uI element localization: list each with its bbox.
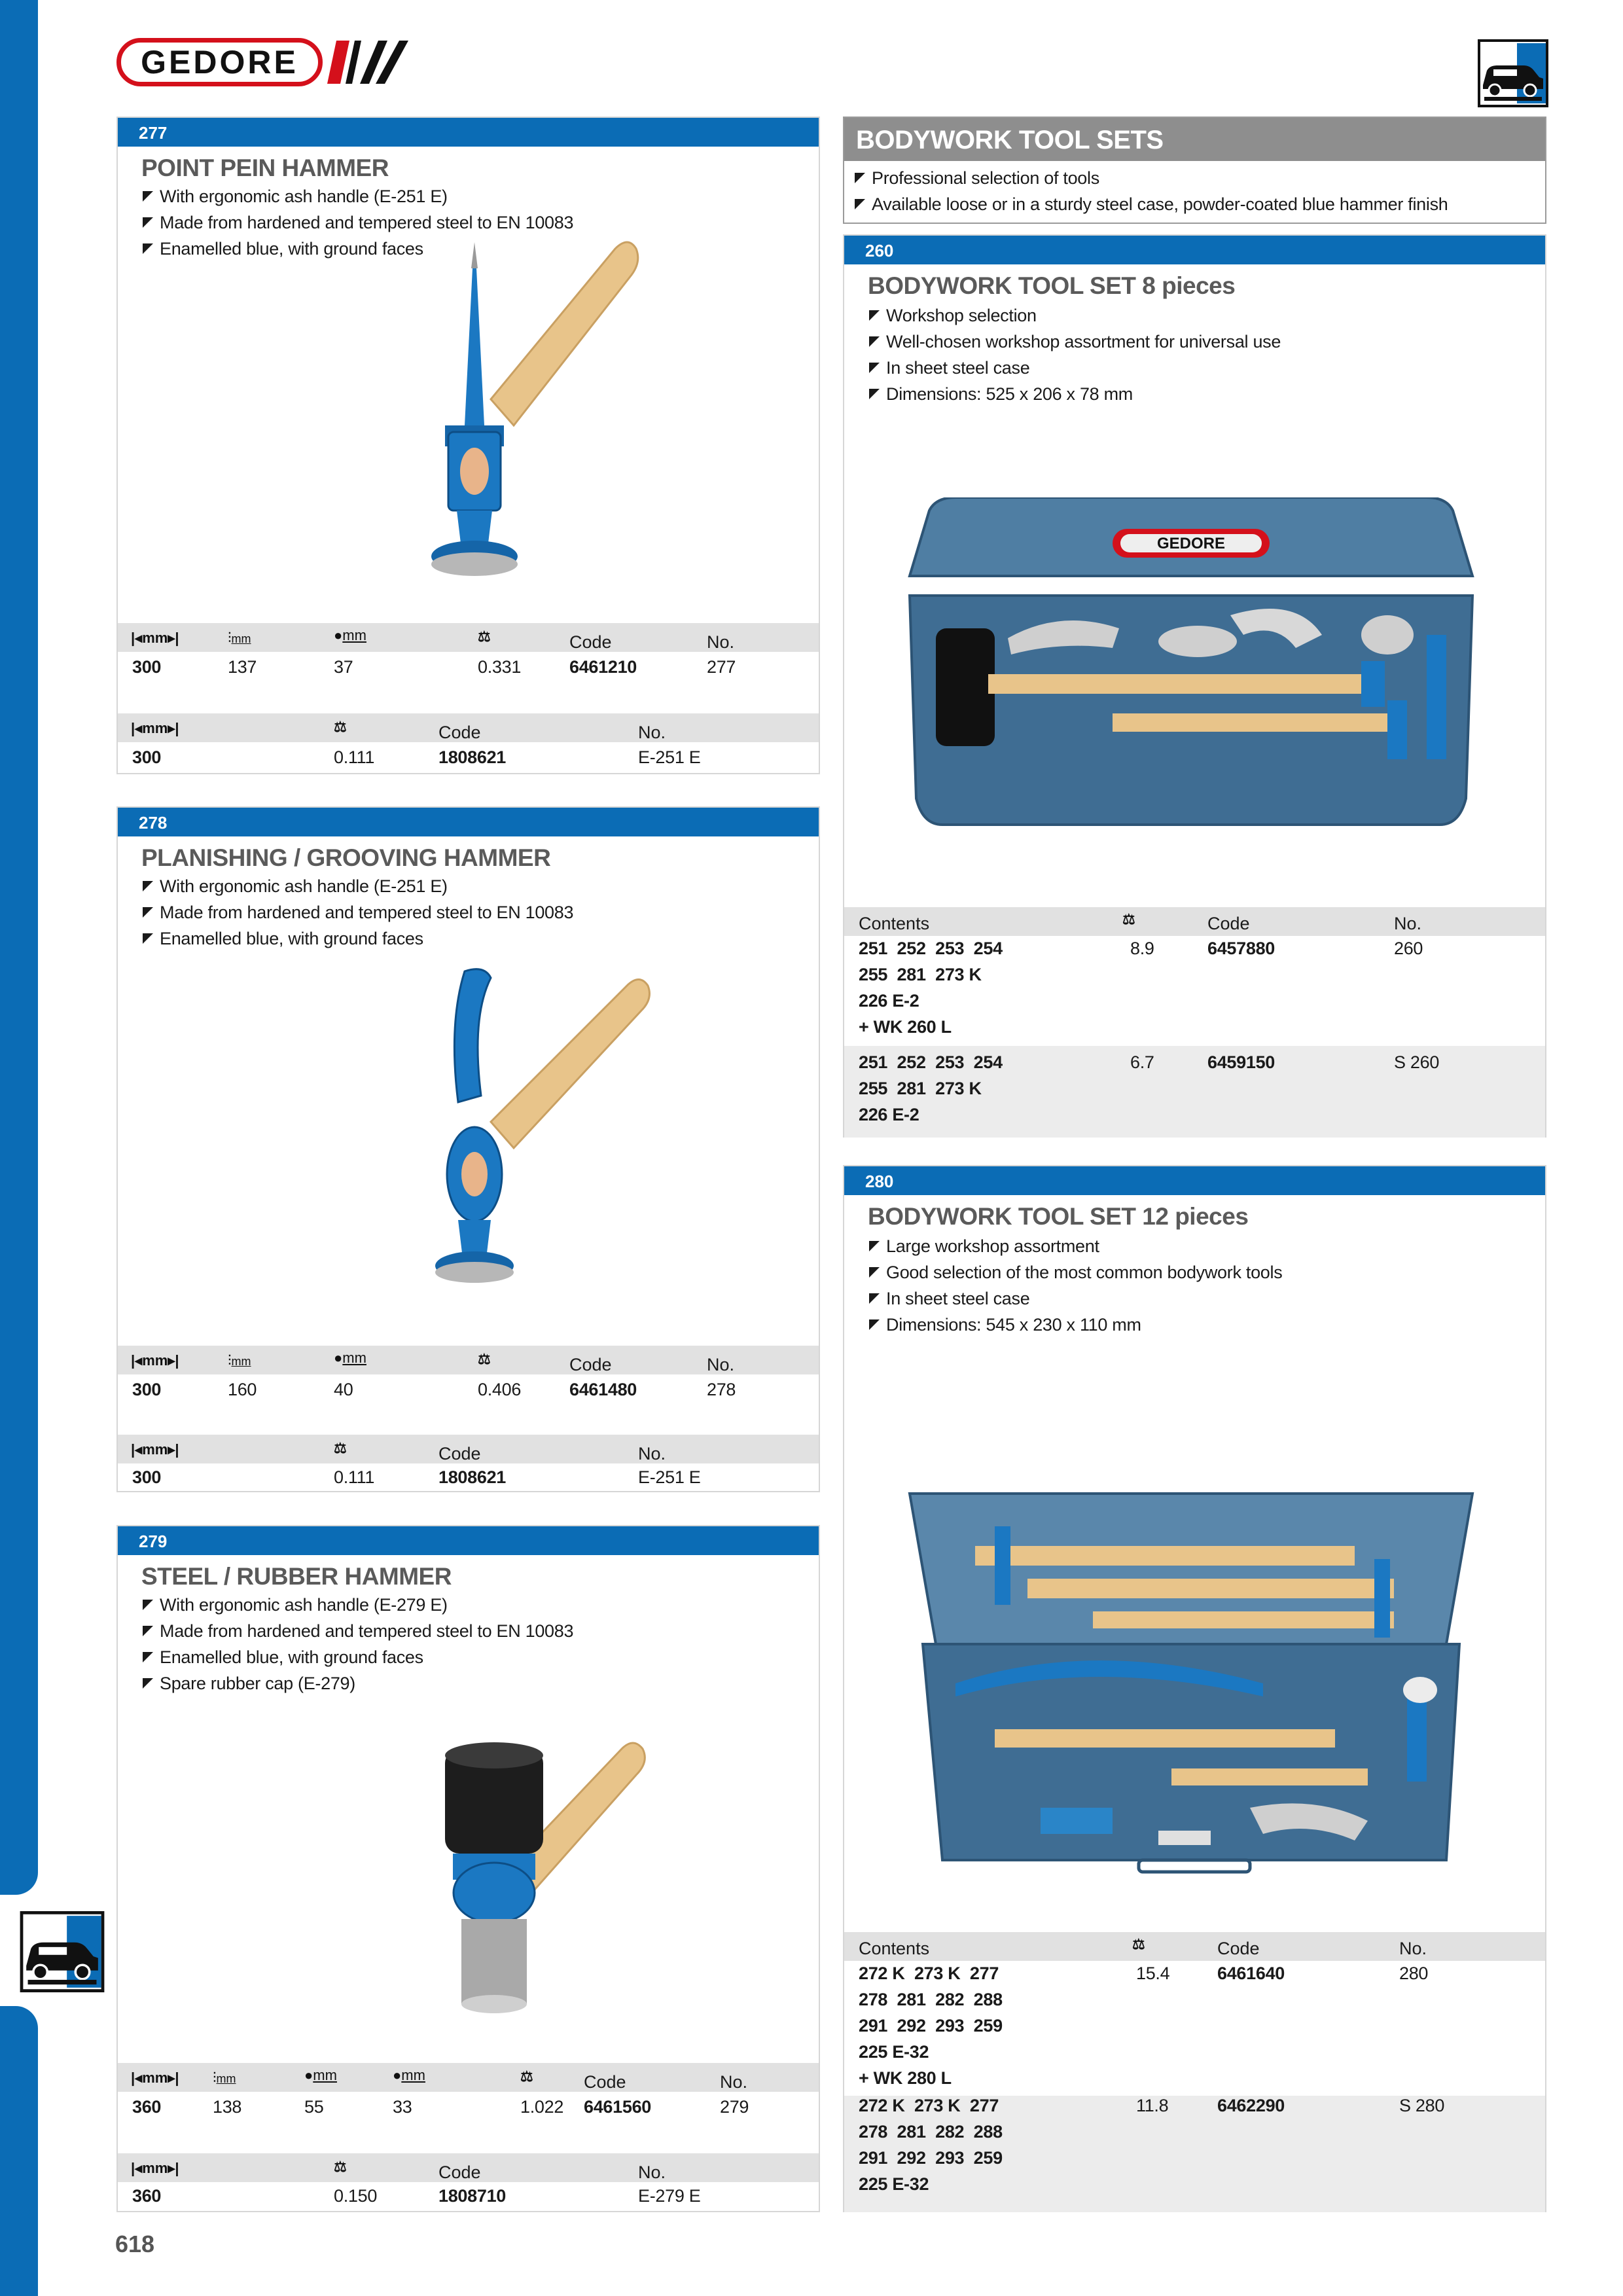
- svg-text:GEDORE: GEDORE: [1156, 535, 1226, 552]
- product-title: STEEL / RUBBER HAMMER: [141, 1563, 452, 1590]
- feature-item: Enamelled blue, with ground faces: [141, 1644, 573, 1670]
- head-value: 138: [213, 2097, 242, 2117]
- contents-line: 226 E-2: [859, 991, 919, 1011]
- steel-rubber-hammer-image: [380, 1729, 654, 2043]
- no-header: No.: [1394, 914, 1422, 933]
- car-bodywork-icon-side: [20, 1911, 105, 1992]
- section-intro-box: [843, 117, 1546, 224]
- no-header: No.: [638, 1444, 666, 1463]
- code-value: 6457880: [1207, 939, 1275, 958]
- contents-line: 225 E-32: [859, 2042, 929, 2062]
- length-icon: |◂mm▸|: [131, 1441, 179, 1458]
- contents-line: 291 292 293 259: [859, 2148, 1003, 2168]
- spare-length-value: 360: [132, 2186, 162, 2206]
- feature-list: [868, 1233, 1282, 1338]
- weight-value: 0.331: [478, 657, 522, 677]
- side-color-bar-bottom: [0, 2006, 38, 2296]
- no-value: 277: [707, 657, 736, 677]
- weight-scale-icon: ⚖: [334, 719, 347, 735]
- head-symbol: mm: [231, 632, 251, 645]
- weight-scale-icon: ⚖: [1122, 911, 1135, 927]
- code-value: 6459150: [1207, 1052, 1275, 1072]
- no-value: S 260: [1394, 1052, 1440, 1072]
- product-panel-278: [116, 806, 820, 1492]
- face-value: 55: [304, 2097, 324, 2117]
- no-value: 279: [720, 2097, 749, 2117]
- no-value: 280: [1399, 1964, 1429, 1983]
- spare-length-value: 300: [132, 747, 162, 767]
- contents-line: 255 281 273 K: [859, 965, 982, 984]
- product-number: 277: [118, 118, 819, 147]
- face-value: 37: [334, 657, 353, 677]
- spare-weight-value: 0.111: [334, 1467, 375, 1487]
- spare-no-value: E-279 E: [638, 2186, 701, 2206]
- feature-item: With ergonomic ash handle (E-279 E): [141, 1592, 573, 1618]
- code-value: 6461480: [569, 1380, 637, 1399]
- spare-length-value: 300: [132, 1467, 162, 1487]
- point-pein-hammer-image: [366, 229, 641, 609]
- length-value: 300: [132, 1380, 162, 1399]
- section-title: BODYWORK TOOL SETS: [856, 126, 1164, 154]
- weight-value: 6.7: [1130, 1052, 1154, 1072]
- feature-item: In sheet steel case: [868, 355, 1281, 381]
- head-length-icon: ⫶mm: [213, 2070, 236, 2086]
- code-value: 6461560: [584, 2097, 652, 2117]
- no-value: S 280: [1399, 2096, 1445, 2115]
- spare-code-value: 1808621: [438, 1467, 507, 1487]
- no-header: No.: [720, 2072, 748, 2092]
- contents-line: 226 E-2: [859, 1105, 919, 1124]
- weight-value: 0.406: [478, 1380, 522, 1399]
- code-header: Code: [438, 1444, 481, 1463]
- contents-line: + WK 280 L: [859, 2068, 952, 2088]
- weight-scale-icon: ⚖: [334, 1440, 347, 1456]
- spare-no-value: E-251 E: [638, 1467, 701, 1487]
- contents-line: 251 252 253 254: [859, 939, 1003, 958]
- contents-header: Contents: [859, 914, 930, 933]
- no-header: No.: [707, 632, 735, 652]
- feature-item: Large workshop assortment: [868, 1233, 1282, 1259]
- contents-line: 278 281 282 288: [859, 1990, 1003, 2009]
- length-icon: |◂mm▸|: [131, 720, 179, 736]
- code-value: 6462290: [1217, 2096, 1285, 2115]
- feature-item: Good selection of the most common bodywork tools: [868, 1259, 1282, 1285]
- head-length-icon: ⫶mm: [228, 1352, 251, 1369]
- weight-scale-icon: ⚖: [1132, 1936, 1145, 1952]
- contents-line: 272 K 273 K 277: [859, 2096, 999, 2115]
- contents-line: 225 E-32: [859, 2174, 929, 2194]
- set-table-header: [844, 907, 1545, 936]
- head-length-icon: ⫶mm: [228, 630, 251, 646]
- weight-value: 1.022: [520, 2097, 564, 2117]
- code-value: 6461640: [1217, 1964, 1285, 1983]
- length-icon: |◂mm▸|: [131, 1352, 179, 1369]
- code-header: Code: [1207, 914, 1250, 933]
- planishing-hammer-image: [366, 965, 661, 1331]
- logo-stripes-icon: [327, 41, 412, 84]
- weight-scale-icon: ⚖: [478, 628, 491, 645]
- length-icon: |◂mm▸|: [131, 630, 179, 646]
- feature-item: Made from hardened and tempered steel to EN 10083: [141, 209, 573, 236]
- code-header: Code: [584, 2072, 626, 2092]
- contents-header: Contents: [859, 1939, 930, 1958]
- product-number: 278: [118, 808, 819, 836]
- code-header: Code: [569, 1355, 612, 1374]
- contents-line: 278 281 282 288: [859, 2122, 1003, 2142]
- spare-weight-value: 0.150: [334, 2186, 378, 2206]
- no-header: No.: [638, 2162, 666, 2182]
- no-header: No.: [638, 723, 666, 742]
- feature-list: [868, 302, 1281, 407]
- head-value: 160: [228, 1380, 257, 1399]
- product-number: 280: [844, 1166, 1545, 1195]
- product-panel-279: [116, 1525, 820, 2212]
- product-title: POINT PEIN HAMMER: [141, 154, 389, 181]
- length-icon: |◂mm▸|: [131, 2160, 179, 2176]
- tool-set-case-image: [890, 497, 1492, 877]
- feature-item: Well-chosen workshop assortment for universal use: [868, 329, 1281, 355]
- spare-code-value: 1808710: [438, 2186, 507, 2206]
- product-panel-260: [843, 234, 1546, 1138]
- code-header: Code: [569, 632, 612, 652]
- feature-item: Available loose or in a sturdy steel case, powder-coated blue hammer finish: [853, 191, 1448, 217]
- face-value: 40: [334, 1380, 353, 1399]
- weight-value: 15.4: [1136, 1964, 1170, 1983]
- feature-item: Dimensions: 525 x 206 x 78 mm: [868, 381, 1281, 407]
- feature-item: Professional selection of tools: [853, 165, 1448, 191]
- face-symbol: mm: [342, 627, 366, 643]
- length-value: 360: [132, 2097, 162, 2117]
- contents-line: 272 K 273 K 277: [859, 1964, 999, 1983]
- length-value: 300: [132, 657, 162, 677]
- product-title: BODYWORK TOOL SET 8 pieces: [868, 272, 1236, 299]
- length-icon: |◂mm▸|: [131, 2070, 179, 2086]
- weight-scale-icon: ⚖: [334, 2159, 347, 2175]
- face-diameter-icon: ●mm: [334, 627, 366, 643]
- face-diameter-icon: ●mm: [304, 2067, 337, 2083]
- tool-set-case-image: [897, 1467, 1486, 1912]
- code-header: Code: [438, 2162, 481, 2182]
- weight-value: 8.9: [1130, 939, 1154, 958]
- length-symbol: mm: [142, 630, 168, 646]
- no-header: No.: [707, 1355, 735, 1374]
- code-header: Code: [438, 723, 481, 742]
- contents-line: 291 292 293 259: [859, 2016, 1003, 2036]
- head-value: 137: [228, 657, 257, 677]
- face-diameter-icon: ●mm: [334, 1350, 366, 1366]
- feature-item: In sheet steel case: [868, 1285, 1282, 1312]
- feature-list: [141, 873, 573, 952]
- set-table-header: [844, 1932, 1545, 1961]
- code-header: Code: [1217, 1939, 1260, 1958]
- face-diameter-icon: ●mm: [393, 2067, 425, 2083]
- feature-item: Enamelled blue, with ground faces: [141, 925, 573, 952]
- car-bodywork-icon: [1478, 39, 1548, 107]
- contents-line: 251 252 253 254: [859, 1052, 1003, 1072]
- no-header: No.: [1399, 1939, 1427, 1958]
- feature-item: With ergonomic ash handle (E-251 E): [141, 873, 573, 899]
- spare-no-value: E-251 E: [638, 747, 701, 767]
- spare-weight-value: 0.111: [334, 747, 375, 767]
- weight-scale-icon: ⚖: [520, 2068, 533, 2085]
- product-number: 260: [844, 236, 1545, 264]
- brand-logo: [116, 38, 323, 86]
- product-panel-277: [116, 117, 820, 774]
- code-value: 6461210: [569, 657, 637, 677]
- contents-line: 255 281 273 K: [859, 1079, 982, 1098]
- feature-item: Made from hardened and tempered steel to EN 10083: [141, 899, 573, 925]
- product-panel-280: [843, 1165, 1546, 2212]
- feature-item: Dimensions: 545 x 230 x 110 mm: [868, 1312, 1282, 1338]
- feature-item: Workshop selection: [868, 302, 1281, 329]
- feature-list: [141, 1592, 573, 1696]
- section-feature-list: [853, 165, 1448, 217]
- no-value: 260: [1394, 939, 1423, 958]
- weight-value: 11.8: [1136, 2096, 1169, 2115]
- brand-name: GEDORE: [141, 44, 298, 81]
- feature-item: With ergonomic ash handle (E-251 E): [141, 183, 573, 209]
- product-title: BODYWORK TOOL SET 12 pieces: [868, 1203, 1249, 1230]
- side-color-bar: [0, 0, 38, 1895]
- feature-item: Enamelled blue, with ground faces: [141, 236, 573, 262]
- contents-line: + WK 260 L: [859, 1017, 952, 1037]
- product-number: 279: [118, 1526, 819, 1555]
- feature-item: Made from hardened and tempered steel to EN 10083: [141, 1618, 573, 1644]
- spare-code-value: 1808621: [438, 747, 507, 767]
- product-title: PLANISHING / GROOVING HAMMER: [141, 844, 551, 871]
- face-value-2: 33: [393, 2097, 412, 2117]
- weight-scale-icon: ⚖: [478, 1351, 491, 1367]
- no-value: 278: [707, 1380, 736, 1399]
- page-number: 618: [115, 2231, 155, 2257]
- feature-item: Spare rubber cap (E-279): [141, 1670, 573, 1696]
